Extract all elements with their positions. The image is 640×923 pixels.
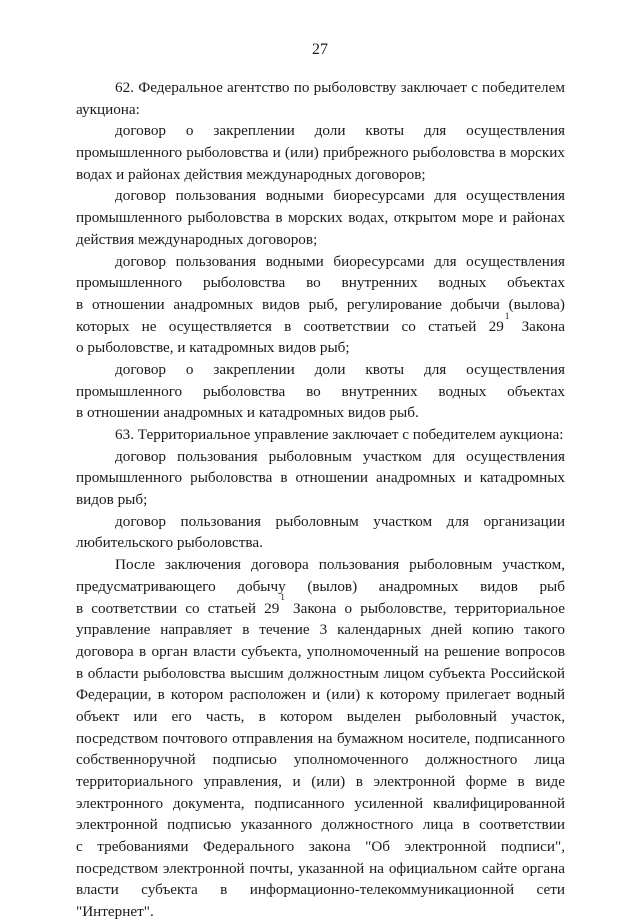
text-line <box>76 836 565 858</box>
footnote-superscript: 1 <box>280 592 285 603</box>
text-line-content: промышленного рыболовства в отношении анадромных и катадромных <box>76 469 565 487</box>
text-line <box>76 592 566 620</box>
text-line-content: электронной подписью указанного должностного лица в соответствии <box>76 816 565 834</box>
text-line-content: договора в орган власти субъекта, уполномоченный на решение вопросов <box>76 642 565 660</box>
text-line <box>76 749 565 771</box>
text-line <box>76 793 565 815</box>
text-line <box>76 532 565 554</box>
text-line-content: договор пользования рыболовным участком для осуществления <box>115 447 565 465</box>
text-line <box>76 576 565 598</box>
text-line <box>76 663 565 685</box>
text-line-content: 63. Территориальное управление заключает с победителем аукциона: <box>115 426 564 443</box>
text-line <box>76 467 565 489</box>
text-line-content: аукциона: <box>76 100 140 118</box>
text-line-content: собственноручной подписью уполномоченного должностного лица <box>76 751 565 769</box>
text-line <box>76 185 565 207</box>
text-line-content: договор пользования рыболовным участком для организации <box>115 512 565 530</box>
text-line-content: в соответствии со статьей 29 <box>76 599 280 617</box>
text-line <box>76 164 565 186</box>
text-line <box>76 554 565 576</box>
text-line-content: видов рыб; <box>76 491 148 509</box>
text-line-content: Федерации, в котором расположен и (или) к которому прилегает водный <box>76 686 565 704</box>
text-line-content: предусматривающего добычу (вылов) анадромных видов рыб <box>76 577 565 595</box>
text-line <box>76 207 565 229</box>
text-line-content: которых не осуществляется в соответствии со статьей 29 <box>76 317 504 335</box>
text-line-content: власти субъекта в информационно-телекоммуникационной сети "Интернет". <box>76 881 565 921</box>
text-line <box>76 294 565 316</box>
text-line-continuation: Закона о рыболовстве, территориальное <box>284 599 566 617</box>
text-line-content: промышленного рыболовства в морских водах, открытом море и районах <box>76 209 565 227</box>
document-body <box>76 77 566 921</box>
text-line-content: промышленного рыболовства и (или) прибрежного рыболовства в морских <box>76 144 565 162</box>
text-line <box>76 229 565 251</box>
text-line-content: договор о закреплении доли квоты для осуществления <box>115 122 565 140</box>
text-line-content: действия международных договоров; <box>76 230 318 248</box>
text-line-content: территориального управления, и (или) в электронной форме в виде <box>76 773 565 790</box>
text-line <box>76 771 565 793</box>
page-number: 27 <box>312 41 328 58</box>
text-line <box>76 142 565 164</box>
text-line-content: управление направляет в течение 3 календарных дней копию такого <box>76 621 565 639</box>
text-line-content: в отношении анадромных видов рыб, регулирование добычи (вылова) <box>76 295 565 313</box>
text-line-content: После заключения договора пользования рыболовным участком, <box>115 556 565 574</box>
text-line-content: посредством электронной почты, указанной на официальном сайте органа <box>76 859 565 877</box>
text-line-content: договор о закреплении доли квоты для осуществления <box>115 360 565 378</box>
text-line <box>76 511 565 533</box>
text-line <box>76 402 565 424</box>
text-line <box>76 77 565 99</box>
text-line <box>76 728 565 750</box>
text-line <box>76 446 565 468</box>
text-line <box>76 814 565 836</box>
text-line-content: объект или его часть, в котором выделен рыболовный участок, <box>76 707 565 725</box>
text-line <box>76 706 565 728</box>
text-line <box>76 272 565 294</box>
text-line-content: водах и районах действия международных договоров; <box>76 165 426 183</box>
text-line <box>76 489 565 511</box>
text-line <box>76 251 565 273</box>
text-line-content: договор пользования водными биоресурсами для осуществления <box>115 252 565 270</box>
text-line-content: любительского рыболовства. <box>76 534 263 552</box>
text-line <box>76 684 565 706</box>
text-line-content: договор пользования водными биоресурсами для осуществления <box>115 187 565 205</box>
text-line <box>76 337 565 359</box>
text-line <box>76 858 565 880</box>
text-line-content: промышленного рыболовства во внутренних водных объектах <box>76 274 565 292</box>
text-line-content: о рыболовстве, и катадромных видов рыб; <box>76 339 350 357</box>
text-line <box>76 619 565 641</box>
text-line <box>76 641 565 663</box>
text-line-content: в отношении анадромных и катадромных видов рыб. <box>76 404 419 422</box>
text-line-content: 62. Федеральное агентство по рыболовству заключает с победителем <box>115 79 565 96</box>
text-line-content: с требованиями Федерального закона "Об электронной подписи", <box>76 838 565 856</box>
text-line-content: электронного документа, подписанного усиленной квалифицированной <box>76 794 565 812</box>
text-line <box>76 359 565 381</box>
text-line <box>76 120 565 142</box>
text-line <box>76 99 565 121</box>
text-line-content: промышленного рыболовства во внутренних водных объектах <box>76 382 565 400</box>
text-line <box>76 381 565 403</box>
footnote-superscript: 1 <box>504 310 510 321</box>
text-line <box>76 879 565 921</box>
text-line-content: в области рыболовства высшим должностным лицом субъекта Российской <box>76 664 565 682</box>
text-line-continuation: Закона <box>509 317 565 335</box>
text-line <box>76 310 565 338</box>
text-line <box>76 424 565 446</box>
text-line-content: посредством почтового отправления на бумажном носителе, подписанного <box>76 729 565 747</box>
